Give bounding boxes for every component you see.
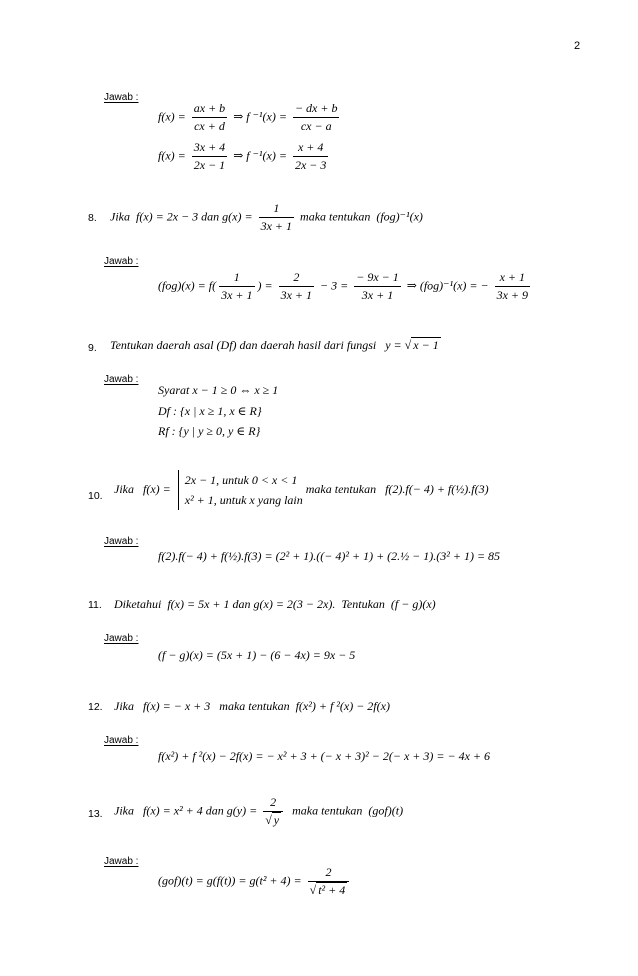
question-number-9: 9.	[88, 342, 97, 354]
question-number-12: 12.	[88, 701, 103, 713]
question-number-10: 10.	[88, 490, 103, 502]
question-9-text: Tentukan daerah asal (Df) dan daerah hasil dari fungsi y = √ x − 1	[110, 338, 439, 352]
inverse-formula-general: f(x) = $\frac{ax + b}{cx + d}$ ⇒ f ⁻¹(x) = $\frac{- dx + b}{cx - a}$	[158, 101, 338, 133]
question-11-text: Diketahui f(x) = 5x + 1 dan g(x) = 2(3 − 2x). Tentukan (f − g)(x)	[114, 597, 436, 611]
jawab-label: Jawab :	[104, 256, 139, 267]
question-number-13: 13.	[88, 808, 103, 820]
question-8-text: Jika f(x) = 2x − 3 dan g(x) = $\frac{1}{3x + 1}$ maka tentukan (fog)⁻¹(x)	[110, 201, 423, 233]
jawab-label: Jawab :	[104, 633, 139, 644]
jawab-label: Jawab :	[104, 856, 139, 867]
jawab-label: Jawab :	[104, 735, 139, 746]
question-number-8: 8.	[88, 212, 97, 224]
question-9-answer-domain: Df : {x | x ≥ 1, x ∈ R}	[158, 404, 262, 418]
question-9-answer-condition: Syarat x − 1 ≥ 0 ⇔ x ≥ 1	[158, 383, 279, 397]
question-10-text: Jika f(x) = 2x − 1, untuk 0 < x < 1 x² + 1, untuk x yang lain maka tentukan f(2).f(− 4) + f(½).f(3)	[114, 470, 489, 510]
jawab-label: Jawab :	[104, 536, 139, 547]
question-9-answer-range: Rf : {y | y ≥ 0, y ∈ R}	[158, 424, 261, 438]
page-number: 2	[574, 40, 581, 52]
question-10-answer: f(2).f(− 4) + f(½).f(3) = (2² + 1).((− 4)² + 1) + (2.½ − 1).(3² + 1) = 85	[158, 549, 501, 563]
question-8-answer: (fog)(x) = f( $\frac{1}{3x + 1}$ ) = $\frac{2}{3x + 1}$ − 3 = $\frac{- 9x - 1}{3x + 1}$ ⇒ (fog)⁻¹(x) = − $\frac{x + 1}{3x + 9}$	[158, 270, 529, 302]
inverse-formula-example: f(x) = $\frac{3x + 4}{2x - 1}$ ⇒ f ⁻¹(x) = $\frac{x + 4}{2x - 3}$	[158, 140, 327, 172]
jawab-label: Jawab :	[104, 92, 139, 103]
question-11-answer: (f − g)(x) = (5x + 1) − (6 − 4x) = 9x − 5	[158, 648, 356, 662]
question-13-text: Jika f(x) = x² + 4 dan g(y) = $\frac{2}{√ y}$ maka tentukan (gof)(t)	[114, 795, 404, 827]
question-number-11: 11.	[88, 599, 102, 611]
question-12-answer: f(x²) + f ²(x) − 2f(x) = − x² + 3 + (− x + 3)² − 2(− x + 3) = − 4x + 6	[158, 749, 491, 763]
question-13-answer: (gof)(t) = g(f(t)) = g(t² + 4) = $\frac{2}{\text{√ t² + 4}}$	[158, 865, 352, 898]
question-12-text: Jika f(x) = − x + 3 maka tentukan f(x²) + f ²(x) − 2f(x)	[114, 699, 390, 713]
jawab-label: Jawab :	[104, 374, 139, 385]
